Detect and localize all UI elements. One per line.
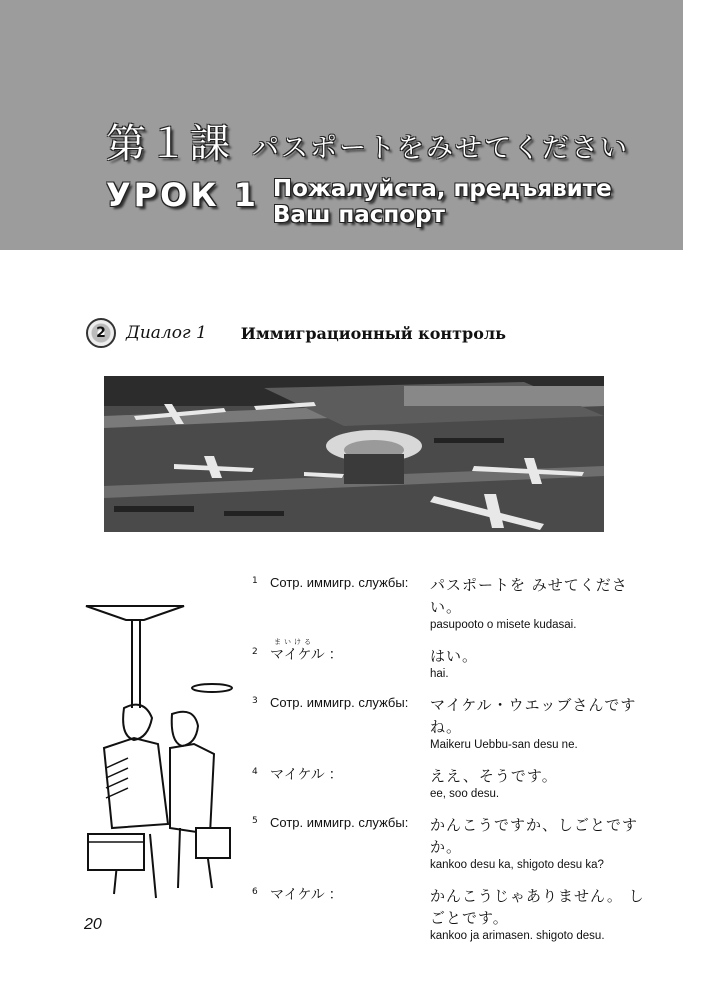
- airport-photo-drawing: [104, 376, 604, 532]
- speaker-name: マイケル ：: [270, 646, 343, 662]
- line-speaker: マイケル ：: [270, 886, 343, 902]
- dialog-label: Диалог 1: [126, 323, 207, 343]
- russian-lesson-title: [106, 176, 653, 228]
- dialogue-line: [252, 639, 646, 682]
- russian-lesson-number: УРОК 1: [106, 176, 259, 214]
- line-number: 4: [252, 767, 258, 777]
- japanese-lesson-title: [106, 112, 629, 169]
- dialogue-line: [252, 885, 646, 944]
- line-number: 6: [252, 887, 258, 897]
- travelers-drawing: [84, 598, 234, 906]
- line-speaker: [270, 639, 430, 663]
- dialogue-line: [252, 694, 646, 753]
- japanese-lesson-phrase: パスポートをみせてください: [252, 133, 629, 164]
- dialogue-lines: [252, 574, 646, 956]
- cd-track-number: 2: [96, 325, 106, 341]
- line-japanese: パスポートを みせてください。: [430, 576, 628, 616]
- lesson-header-banner: [0, 0, 683, 250]
- line-romaji: kankoo desu ka, shigoto desu ka?: [430, 859, 604, 871]
- line-speaker: Сотр. иммигр. службы:: [270, 575, 409, 590]
- page-number: 20: [84, 916, 102, 933]
- dialog-topic: Иммиграционный контроль: [240, 323, 507, 343]
- line-number: 5: [252, 816, 258, 826]
- speaker-furigana: まいける: [274, 639, 314, 646]
- line-number: 3: [252, 696, 258, 706]
- line-romaji: ee, soo desu.: [430, 788, 500, 800]
- russian-lesson-phrase: Пожалуйста, предъявите Ваш паспорт: [272, 176, 612, 228]
- dialogue-line: [252, 765, 646, 802]
- line-romaji: kankoo ja arimasen. shigoto desu.: [430, 930, 605, 942]
- dialogue-line: [252, 574, 646, 633]
- line-speaker: Сотр. иммигр. службы:: [270, 815, 409, 830]
- audio-cd-icon: [86, 318, 116, 348]
- line-japanese: かんこうですか、しごとです か。: [430, 816, 639, 856]
- line-speaker: Сотр. иммигр. службы:: [270, 695, 409, 710]
- airport-aerial-photo: [104, 376, 604, 532]
- line-speaker: マイケル ：: [270, 766, 343, 782]
- line-number: 2: [252, 647, 258, 657]
- japanese-lesson-number: 第１課: [106, 121, 232, 167]
- line-japanese: ええ、そうです。: [430, 767, 558, 785]
- line-number: 1: [252, 576, 258, 586]
- line-romaji: hai.: [430, 668, 449, 680]
- line-japanese: かんこうじゃありません。 しごとです。: [430, 887, 645, 927]
- dialog-heading: [86, 318, 506, 348]
- line-romaji: pasupooto o misete kudasai.: [430, 619, 577, 631]
- dialogue-line: [252, 814, 646, 873]
- travelers-illustration: [84, 598, 234, 906]
- line-japanese: はい。: [430, 647, 479, 665]
- line-romaji: Maikeru Uebbu-san desu ne.: [430, 739, 578, 751]
- line-japanese: マイケル・ウエッブさんです ね。: [430, 696, 637, 736]
